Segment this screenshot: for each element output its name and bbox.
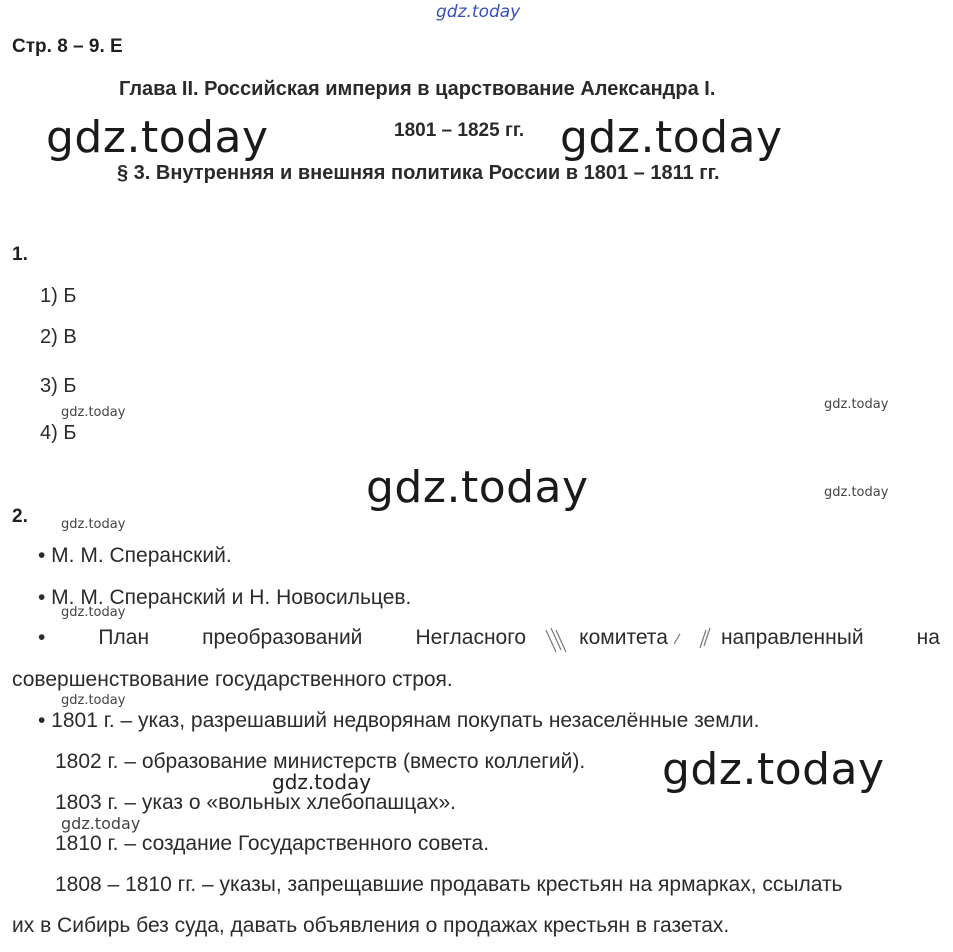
bullet-3-word: комитета	[579, 626, 668, 649]
watermark-big-center: gdz.today	[366, 462, 589, 513]
section-title: § 3. Внутренняя и внешняя политика России в 1801 – 1811 гг.	[117, 162, 720, 184]
bullet-3-word: План	[98, 626, 150, 649]
question-2-line-1802: 1802 г. – образование министерств (вместо коллегий).	[55, 750, 586, 773]
watermark-small-5: gdz.today	[61, 605, 126, 620]
question-2-bullet-3-continuation: совершенствование государственного строя.	[12, 668, 453, 691]
question-1-number: 1.	[12, 244, 28, 265]
watermark-small-6: gdz.today	[61, 693, 126, 708]
question-2-line-1803: 1803 г. – указ о «вольных хлебопашцах».	[55, 791, 456, 814]
scribble-marks	[540, 622, 720, 656]
question-2-bullet-3	[38, 626, 940, 650]
question-2-line-1808-continuation: их в Сибирь без суда, давать объявления о продажах крестьян в газетах.	[12, 914, 730, 937]
question-2-bullet-4-line-1801: • 1801 г. – указ, разрешавший недворянам покупать незаселённые земли.	[38, 709, 760, 732]
page-reference: Стр. 8 – 9. Е	[12, 36, 123, 57]
watermark-small-4: gdz.today	[61, 517, 126, 532]
bullet-3-word: направленный	[720, 626, 864, 649]
watermark-small-2: gdz.today	[824, 397, 889, 412]
question-2-line-1810: 1810 г. – создание Государственного совета.	[55, 832, 490, 855]
question-2-number: 2.	[12, 506, 28, 527]
question-1-answer-1: 1) Б	[40, 285, 77, 307]
question-1-answer-4: 4) Б	[40, 422, 77, 444]
watermark-top: gdz.today	[436, 2, 521, 22]
watermark-small-1: gdz.today	[61, 405, 126, 420]
question-2-bullet-1: • М. М. Сперанский.	[38, 544, 232, 567]
watermark-mid-1: gdz.today	[272, 770, 372, 794]
watermark-big-lower: gdz.today	[662, 744, 885, 795]
chapter-title: Глава II. Российская империя в царствование Александра I.	[119, 78, 716, 100]
bullet-3-word: •	[38, 626, 46, 649]
watermark-big-right: gdz.today	[560, 112, 783, 163]
chapter-years: 1801 – 1825 гг.	[394, 120, 525, 141]
bullet-3-word: Негласного	[415, 626, 527, 649]
bullet-3-word: на	[916, 626, 940, 649]
question-1-answer-3: 3) Б	[40, 375, 77, 397]
question-1-answer-2: 2) В	[40, 326, 77, 348]
watermark-small-3: gdz.today	[824, 485, 889, 500]
watermark-big-left: gdz.today	[46, 112, 269, 163]
question-2-line-1808: 1808 – 1810 гг. – указы, запрещавшие продавать крестьян на ярмарках, ссылать	[55, 873, 843, 896]
question-2-bullet-2: • М. М. Сперанский и Н. Новосильцев.	[38, 586, 412, 609]
bullet-3-word: преобразований	[202, 626, 363, 649]
watermark-small-7: gdz.today	[61, 814, 141, 833]
